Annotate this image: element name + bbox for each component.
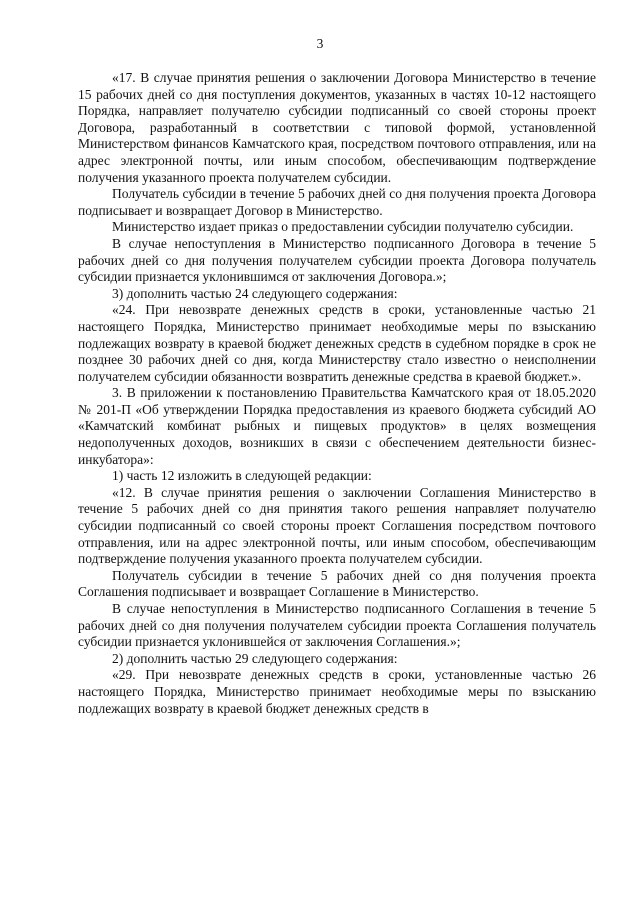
paragraph-29: «29. При невозврате денежных средств в сроки, установленные частью 26 настоящего Порядка, Министерство принимает необходимые меры по взысканию подлежащих возврату в краевой бюджет денежных средств в xyxy=(78,667,596,716)
paragraph-ministry-order: Министерство издает приказ о предоставлении субсидии получателю субсидии. xyxy=(112,219,574,235)
paragraph-add-part-24: 3) дополнить частью 24 следующего содержания: xyxy=(112,285,398,301)
paragraph-17: «17. В случае принятия решения о заключении Договора Министерство в течение 15 рабочих дней со дня поступления документов, указанных в частях 10-12 настоящего Порядка, направляет получателю субсидии подписанный со своей стороны проект Договора, разработанный в соответствии с типовой формой, установленной Министерством финансов Камчатского края, посредством почтового отправления, или на адрес электронной почты, или иным способом, обеспечивающим подтверждение получения указанного проекта получателем субсидии. xyxy=(78,70,596,185)
document-body xyxy=(78,70,596,717)
paragraph-recipient-signs-contract: Получатель субсидии в течение 5 рабочих дней со дня получения проекта Договора подписывает и возвращает Договор в Министерство. xyxy=(78,186,596,218)
paragraph-12: «12. В случае принятия решения о заключении Соглашения Министерство в течение 5 рабочих дней со дня принятия такого решения направляет получателю субсидии подписанный со своей стороны проект Соглашения посредством почтового отправления, или на адрес электронной почты, или иным способом, обеспечивающим подтверждение получения указанного проекта получателем субсидии. xyxy=(78,484,596,567)
paragraph-agreement-non-receipt: В случае непоступления в Министерство подписанного Соглашения в течение 5 рабочих дней со дня получения получателем субсидии проекта Соглашения получатель субсидии признается уклонившейся от заключения Соглашения.»; xyxy=(78,601,596,650)
paragraph-24: «24. При невозврате денежных средств в сроки, установленные частью 21 настоящего Порядка, Министерство принимает необходимые меры по взысканию подлежащих возврату в краевой бюджет денежных средств в судебном порядке в срок не позднее 30 рабочих дней со дня, когда Министерству стало известно о неисполнении получателем субсидии обязанности возвратить денежные средства в краевой бюджет.». xyxy=(78,302,596,384)
paragraph-recipient-signs-agreement: Получатель субсидии в течение 5 рабочих дней со дня получения проекта Соглашения подписывает и возвращает Соглашение в Министерство. xyxy=(78,567,596,600)
page-number: 3 xyxy=(316,36,324,51)
paragraph-contract-non-receipt: В случае непоступления в Министерство подписанного Договора в течение 5 рабочих дней со дня получения получателем субсидии проекта Договора получатель субсидии признается уклонившимся от заключения Договора.»; xyxy=(78,235,596,285)
paragraph-part-12-edit: 1) часть 12 изложить в следующей редакции: xyxy=(112,468,372,484)
paragraph-add-part-29: 2) дополнить частью 29 следующего содержания: xyxy=(112,650,398,666)
paragraph-section-3: 3. В приложении к постановлению Правительства Камчатского края от 18.05.2020 № 201-П «Об утверждении Порядка предоставления из краевого бюджета субсидий АО «Камчатский комбинат рыбных и пищевых продуктов» в целях возмещения недополученных доходов, возникших в связи с обеспечением деятельности бизнес-инкубатора»: xyxy=(78,385,596,467)
